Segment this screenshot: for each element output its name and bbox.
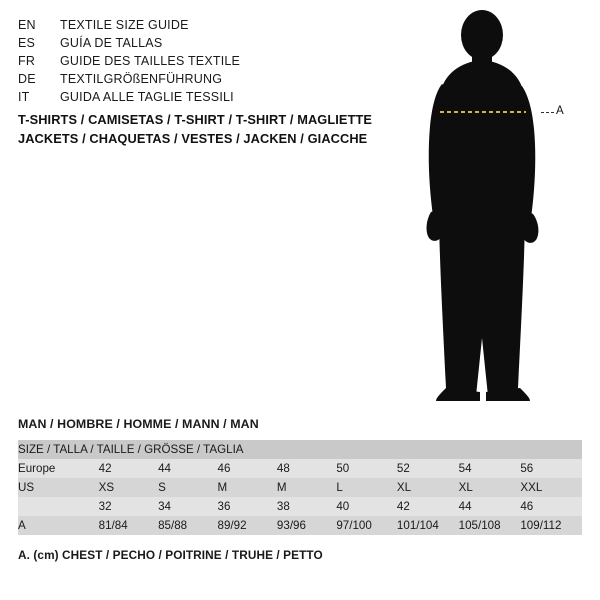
male-silhouette-figure <box>390 8 600 408</box>
language-code: FR <box>18 54 36 68</box>
size-table <box>18 440 582 535</box>
cell: 38 <box>277 497 336 516</box>
cell: 105/108 <box>459 516 521 535</box>
row-label: US <box>18 478 99 497</box>
language-code: EN <box>18 18 36 32</box>
cell: 101/104 <box>397 516 459 535</box>
table-row <box>18 516 582 535</box>
language-code: ES <box>18 36 36 50</box>
table-title: MAN / HOMBRE / HOMME / MANN / MAN <box>18 417 259 431</box>
language-text: TEXTILE SIZE GUIDE <box>60 18 189 32</box>
language-text: TEXTILGRÖßENFÜHRUNG <box>60 72 223 86</box>
cell: M <box>218 478 277 497</box>
table-header-label: SIZE / TALLA / TAILLE / GRÖSSE / TAGLIA <box>18 440 582 459</box>
row-label: Europe <box>18 459 99 478</box>
silhouette-icon <box>390 8 600 408</box>
cell: 44 <box>459 497 521 516</box>
cell: XL <box>397 478 459 497</box>
cell: 56 <box>520 459 582 478</box>
cell: 46 <box>520 497 582 516</box>
cell: 89/92 <box>218 516 277 535</box>
cell: 36 <box>218 497 277 516</box>
table-row <box>18 497 582 516</box>
cell: S <box>158 478 217 497</box>
cell: 97/100 <box>336 516 397 535</box>
cell: 48 <box>277 459 336 478</box>
category-jackets: JACKETS / CHAQUETAS / VESTES / JACKEN / GIACCHE <box>18 131 368 146</box>
cell: 109/112 <box>520 516 582 535</box>
table-header-row <box>18 440 582 459</box>
language-row <box>18 52 348 70</box>
row-label: A <box>18 516 99 535</box>
cell: 54 <box>459 459 521 478</box>
row-label <box>18 497 99 516</box>
cell: 81/84 <box>99 516 158 535</box>
cell: 42 <box>397 497 459 516</box>
cell: L <box>336 478 397 497</box>
footnote: A. (cm) CHEST / PECHO / POITRINE / TRUHE / PETTO <box>18 548 323 562</box>
cell: 40 <box>336 497 397 516</box>
language-text: GUÍA DE TALLAS <box>60 36 163 50</box>
cell: XXL <box>520 478 582 497</box>
language-list <box>18 16 348 106</box>
cell: 44 <box>158 459 217 478</box>
category-headings <box>18 110 378 148</box>
language-code: IT <box>18 90 30 104</box>
cell: XL <box>459 478 521 497</box>
measurement-leader-line <box>541 112 554 114</box>
cell: 42 <box>99 459 158 478</box>
cell: 50 <box>336 459 397 478</box>
language-row <box>18 88 348 106</box>
cell: 52 <box>397 459 459 478</box>
cell: 34 <box>158 497 217 516</box>
cell: 32 <box>99 497 158 516</box>
language-text: GUIDA ALLE TAGLIE TESSILI <box>60 90 234 104</box>
cell: XS <box>99 478 158 497</box>
language-text: GUIDE DES TAILLES TEXTILE <box>60 54 241 68</box>
table-row <box>18 478 582 497</box>
cell: 46 <box>218 459 277 478</box>
category-tshirts: T-SHIRTS / CAMISETAS / T-SHIRT / T-SHIRT / MAGLIETTE <box>18 112 373 127</box>
language-row <box>18 34 348 52</box>
cell: 85/88 <box>158 516 217 535</box>
language-row <box>18 70 348 88</box>
measurement-marker-label: A <box>556 105 564 117</box>
language-row <box>18 16 348 34</box>
language-code: DE <box>18 72 36 86</box>
cell: 93/96 <box>277 516 336 535</box>
cell: M <box>277 478 336 497</box>
table-row <box>18 459 582 478</box>
